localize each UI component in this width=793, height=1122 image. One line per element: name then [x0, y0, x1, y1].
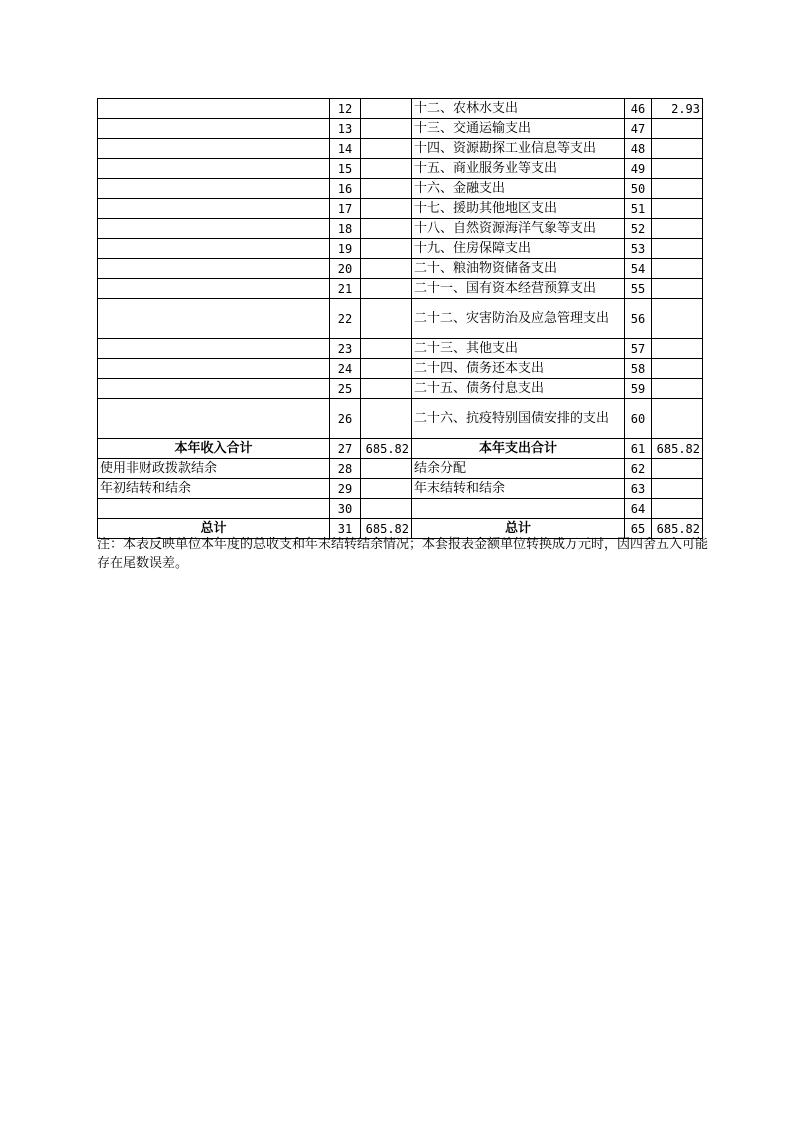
expenditure-item-cell: 二十二、灾害防治及应急管理支出 [412, 299, 625, 339]
income-item-cell [98, 279, 330, 299]
income-amount-cell [361, 339, 412, 359]
expenditure-row-number: 47 [625, 119, 652, 139]
income-item-cell [98, 159, 330, 179]
expenditure-row-number: 55 [625, 279, 652, 299]
expenditure-item-cell: 二十一、国有资本经营预算支出 [412, 279, 625, 299]
expenditure-amount-cell [652, 119, 703, 139]
expenditure-row-number: 59 [625, 379, 652, 399]
expenditure-grand-total-amount: 685.82 [652, 519, 703, 539]
table-row [98, 339, 703, 359]
income-amount-cell [361, 399, 412, 439]
income-expenditure-table [97, 98, 703, 539]
income-amount-cell [361, 379, 412, 399]
expenditure-total-label: 本年支出合计 [412, 439, 625, 459]
income-item-cell [98, 339, 330, 359]
income-amount-cell [361, 499, 412, 519]
expenditure-item-cell: 十四、资源勘探工业信息等支出 [412, 139, 625, 159]
income-row-number: 19 [330, 239, 361, 259]
table-row [98, 459, 703, 479]
table-row [98, 399, 703, 439]
expenditure-row-number: 48 [625, 139, 652, 159]
expenditure-item-cell: 十七、援助其他地区支出 [412, 199, 625, 219]
table-footnote: 注：本表反映单位本年度的总收支和年末结转结余情况；本套报表金额单位转换成万元时，因四舍五入可能存在尾数误差。 [97, 537, 709, 571]
income-item-cell [98, 359, 330, 379]
income-item-cell [98, 139, 330, 159]
income-row-number: 30 [330, 499, 361, 519]
income-item-cell: 使用非财政拨款结余 [98, 459, 330, 479]
income-item-cell [98, 219, 330, 239]
expenditure-amount-cell [652, 359, 703, 379]
table-body [98, 99, 703, 539]
income-amount-cell [361, 239, 412, 259]
expenditure-item-cell: 二十五、债务付息支出 [412, 379, 625, 399]
expenditure-amount-cell [652, 459, 703, 479]
income-row-number: 16 [330, 179, 361, 199]
income-row-number: 26 [330, 399, 361, 439]
income-item-cell [98, 499, 330, 519]
expenditure-row-number: 51 [625, 199, 652, 219]
income-row-number: 28 [330, 459, 361, 479]
expenditure-amount-cell [652, 179, 703, 199]
table-row [98, 199, 703, 219]
table-row [98, 379, 703, 399]
table-row [98, 119, 703, 139]
income-grand-total-amount: 685.82 [361, 519, 412, 539]
table-row [98, 139, 703, 159]
expenditure-item-cell: 十三、交通运输支出 [412, 119, 625, 139]
income-amount-cell [361, 279, 412, 299]
income-row-number: 14 [330, 139, 361, 159]
expenditure-item-cell: 结余分配 [412, 459, 625, 479]
income-amount-cell [361, 299, 412, 339]
income-item-cell [98, 119, 330, 139]
income-row-number: 20 [330, 259, 361, 279]
expenditure-amount-cell [652, 379, 703, 399]
income-amount-cell [361, 159, 412, 179]
expenditure-row-number: 65 [625, 519, 652, 539]
expenditure-grand-total-label: 总计 [412, 519, 625, 539]
expenditure-amount-cell [652, 199, 703, 219]
expenditure-amount-cell: 2.93 [652, 99, 703, 119]
income-amount-cell [361, 179, 412, 199]
expenditure-row-number: 56 [625, 299, 652, 339]
finance-sheet [97, 98, 702, 539]
expenditure-item-cell: 二十六、抗疫特别国债安排的支出 [412, 399, 625, 439]
expenditure-row-number: 61 [625, 439, 652, 459]
expenditure-row-number: 60 [625, 399, 652, 439]
expenditure-item-cell: 二十、粮油物资储备支出 [412, 259, 625, 279]
income-row-number: 23 [330, 339, 361, 359]
expenditure-amount-cell [652, 259, 703, 279]
table-row [98, 99, 703, 119]
expenditure-row-number: 50 [625, 179, 652, 199]
income-row-number: 27 [330, 439, 361, 459]
income-amount-cell [361, 259, 412, 279]
income-amount-cell [361, 199, 412, 219]
expenditure-row-number: 58 [625, 359, 652, 379]
expenditure-row-number: 49 [625, 159, 652, 179]
income-row-number: 12 [330, 99, 361, 119]
income-item-cell [98, 239, 330, 259]
expenditure-row-number: 53 [625, 239, 652, 259]
income-row-number: 13 [330, 119, 361, 139]
income-row-number: 15 [330, 159, 361, 179]
table-row [98, 159, 703, 179]
income-item-cell [98, 179, 330, 199]
income-row-number: 31 [330, 519, 361, 539]
expenditure-amount-cell [652, 399, 703, 439]
year-total-row [98, 439, 703, 459]
expenditure-amount-cell [652, 239, 703, 259]
expenditure-item-cell: 二十四、债务还本支出 [412, 359, 625, 379]
expenditure-item-cell: 十九、住房保障支出 [412, 239, 625, 259]
income-amount-cell [361, 219, 412, 239]
expenditure-row-number: 57 [625, 339, 652, 359]
expenditure-item-cell [412, 499, 625, 519]
table-row [98, 279, 703, 299]
income-row-number: 24 [330, 359, 361, 379]
income-item-cell [98, 99, 330, 119]
expenditure-row-number: 63 [625, 479, 652, 499]
income-row-number: 29 [330, 479, 361, 499]
income-amount-cell [361, 359, 412, 379]
income-total-label: 本年收入合计 [98, 439, 330, 459]
expenditure-row-number: 54 [625, 259, 652, 279]
income-amount-cell [361, 479, 412, 499]
expenditure-amount-cell [652, 279, 703, 299]
income-row-number: 25 [330, 379, 361, 399]
income-item-cell: 年初结转和结余 [98, 479, 330, 499]
income-item-cell [98, 199, 330, 219]
table-row [98, 299, 703, 339]
expenditure-row-number: 62 [625, 459, 652, 479]
income-item-cell [98, 399, 330, 439]
table-row [98, 179, 703, 199]
table-row [98, 479, 703, 499]
expenditure-amount-cell [652, 299, 703, 339]
expenditure-amount-cell [652, 219, 703, 239]
expenditure-item-cell: 十八、自然资源海洋气象等支出 [412, 219, 625, 239]
expenditure-row-number: 64 [625, 499, 652, 519]
income-row-number: 22 [330, 299, 361, 339]
income-item-cell [98, 379, 330, 399]
table-row [98, 359, 703, 379]
expenditure-amount-cell [652, 499, 703, 519]
expenditure-row-number: 52 [625, 219, 652, 239]
expenditure-item-cell: 十二、农林水支出 [412, 99, 625, 119]
income-amount-cell [361, 99, 412, 119]
expenditure-item-cell: 十五、商业服务业等支出 [412, 159, 625, 179]
income-item-cell [98, 299, 330, 339]
income-row-number: 17 [330, 199, 361, 219]
expenditure-amount-cell [652, 139, 703, 159]
expenditure-row-number: 46 [625, 99, 652, 119]
expenditure-total-amount: 685.82 [652, 439, 703, 459]
expenditure-item-cell: 二十三、其他支出 [412, 339, 625, 359]
table-row [98, 499, 703, 519]
expenditure-item-cell: 十六、金融支出 [412, 179, 625, 199]
expenditure-item-cell: 年末结转和结余 [412, 479, 625, 499]
income-row-number: 18 [330, 219, 361, 239]
table-row [98, 259, 703, 279]
table-row [98, 239, 703, 259]
expenditure-amount-cell [652, 339, 703, 359]
income-total-amount: 685.82 [361, 439, 412, 459]
income-amount-cell [361, 139, 412, 159]
income-item-cell [98, 259, 330, 279]
income-amount-cell [361, 119, 412, 139]
expenditure-amount-cell [652, 479, 703, 499]
income-row-number: 21 [330, 279, 361, 299]
income-grand-total-label: 总计 [98, 519, 330, 539]
table-row [98, 219, 703, 239]
income-amount-cell [361, 459, 412, 479]
expenditure-amount-cell [652, 159, 703, 179]
